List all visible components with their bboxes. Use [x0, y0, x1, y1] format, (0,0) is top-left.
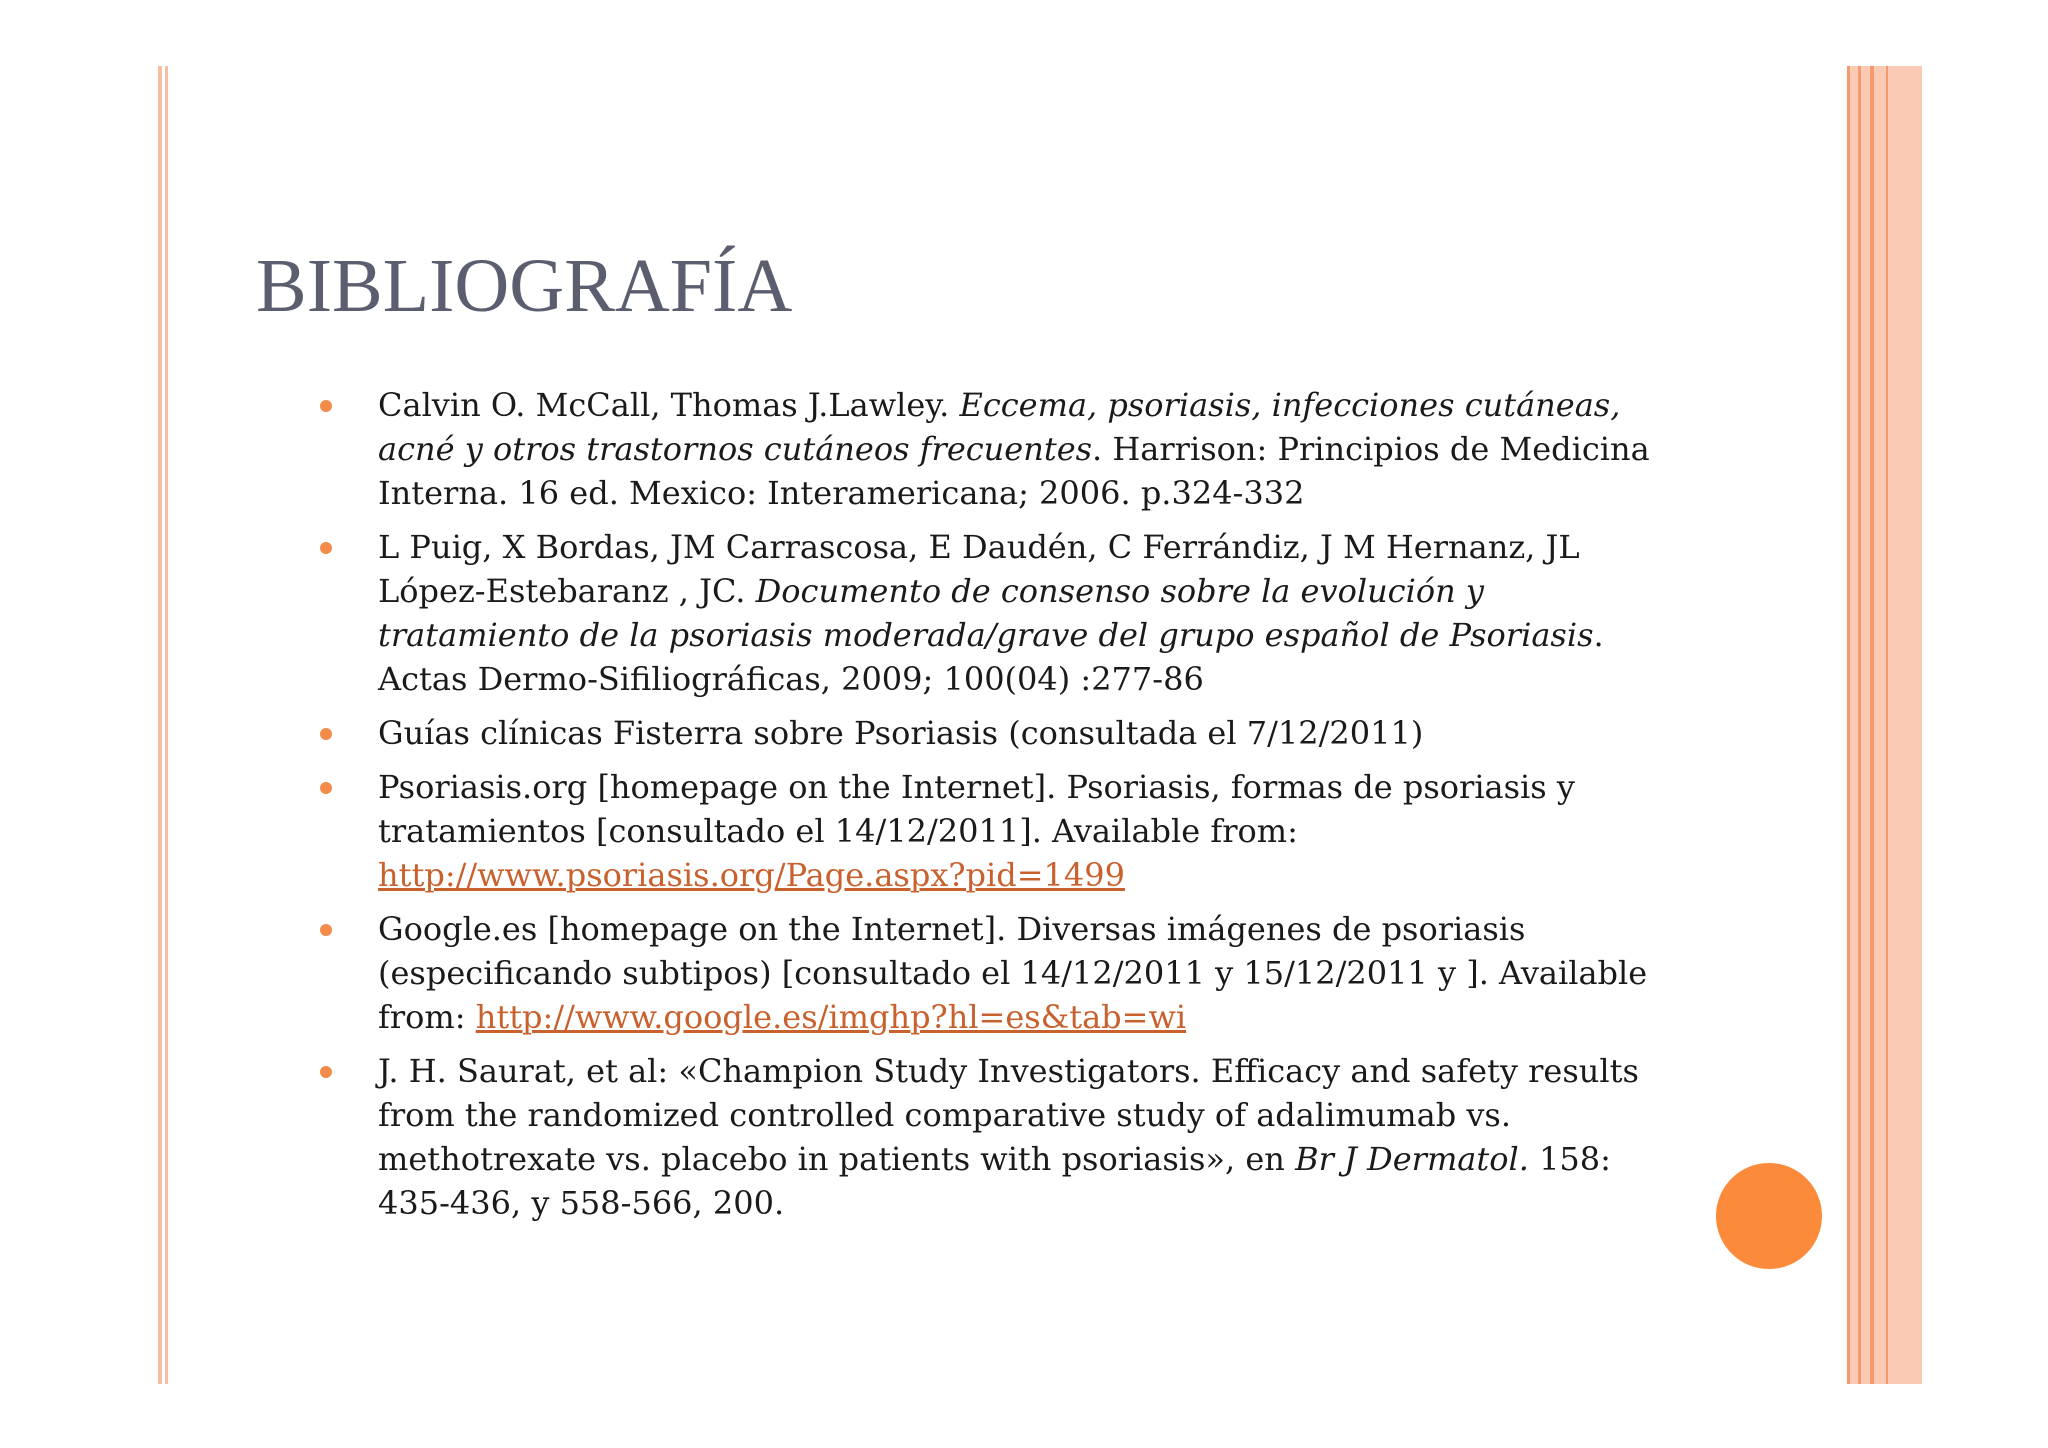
bullet-icon — [320, 542, 332, 554]
bullet-icon — [320, 1066, 332, 1078]
reference-text: Google.es [homepage on the Internet]. Diversas imágenes de psoriasis (especificando subtipos) [consultado el 14/12/2011 y 15/12/2011 y ]. Available from: — [378, 910, 1648, 1036]
reference-item-4 — [320, 765, 1660, 897]
left-border-line-outer — [158, 66, 162, 1384]
reference-text: J. H. Saurat, et al: «Champion Study Investigators. Efficacy and safety results from the randomized controlled comparative study of adalimumab vs. methotrexate vs. placebo in patients with psoriasis», en — [378, 1052, 1639, 1178]
reference-text: Guías clínicas Fisterra sobre Psoriasis (consultada el 7/12/2011) — [378, 714, 1424, 752]
right-border-line-4 — [1886, 66, 1888, 1384]
slide-title: BIBLIOGRAFÍA — [256, 244, 793, 328]
right-border-line-3 — [1870, 66, 1874, 1384]
bullet-icon — [320, 400, 332, 412]
reference-authors: Calvin O. McCall, Thomas J.Lawley. — [378, 386, 960, 424]
reference-authors: L Puig, X Bordas, JM Carrascosa, E Daudén, C Ferrándiz, J M Hernanz, JL López-Estebaranz , JC. — [378, 528, 1580, 610]
right-border-line-2 — [1858, 66, 1861, 1384]
bullet-icon — [320, 728, 332, 740]
reference-text: Psoriasis.org [homepage on the Internet]. Psoriasis, formas de psoriasis y tratamientos [consultado el 14/12/2011]. Available from: — [378, 768, 1575, 850]
reference-source: . Actas Dermo-Sifiliográficas, 2009; 100(04) :277-86 — [378, 616, 1604, 698]
reference-item-2 — [320, 525, 1660, 701]
reference-item-1 — [320, 383, 1660, 515]
right-border-line-1 — [1847, 66, 1850, 1384]
left-border-line-inner — [165, 66, 168, 1384]
reference-link[interactable]: http://www.google.es/imghp?hl=es&tab=wi — [475, 998, 1187, 1036]
bullet-icon — [320, 924, 332, 936]
reference-source: . Harrison: Principios de Medicina Interna. 16 ed. Mexico: Interamericana; 2006. p.324-332 — [378, 430, 1650, 512]
bullet-icon — [320, 782, 332, 794]
reference-source: 158: 435-436, y 558-566, 200. — [378, 1140, 1611, 1222]
reference-list — [320, 383, 1660, 1235]
reference-link[interactable]: http://www.psoriasis.org/Page.aspx?pid=1499 — [378, 856, 1125, 894]
reference-title: Eccema, psoriasis, infecciones cutáneas, acné y otros trastornos cutáneos frecuentes — [378, 386, 1621, 468]
reference-item-6 — [320, 1049, 1660, 1225]
reference-item-5 — [320, 907, 1660, 1039]
decorative-circle — [1716, 1163, 1822, 1269]
reference-title: Documento de consenso sobre la evolución y tratamiento de la psoriasis moderada/grave del grupo español de Psoriasis — [378, 572, 1594, 654]
reference-journal: Br J Dermatol. — [1295, 1140, 1529, 1178]
reference-item-3 — [320, 711, 1660, 755]
